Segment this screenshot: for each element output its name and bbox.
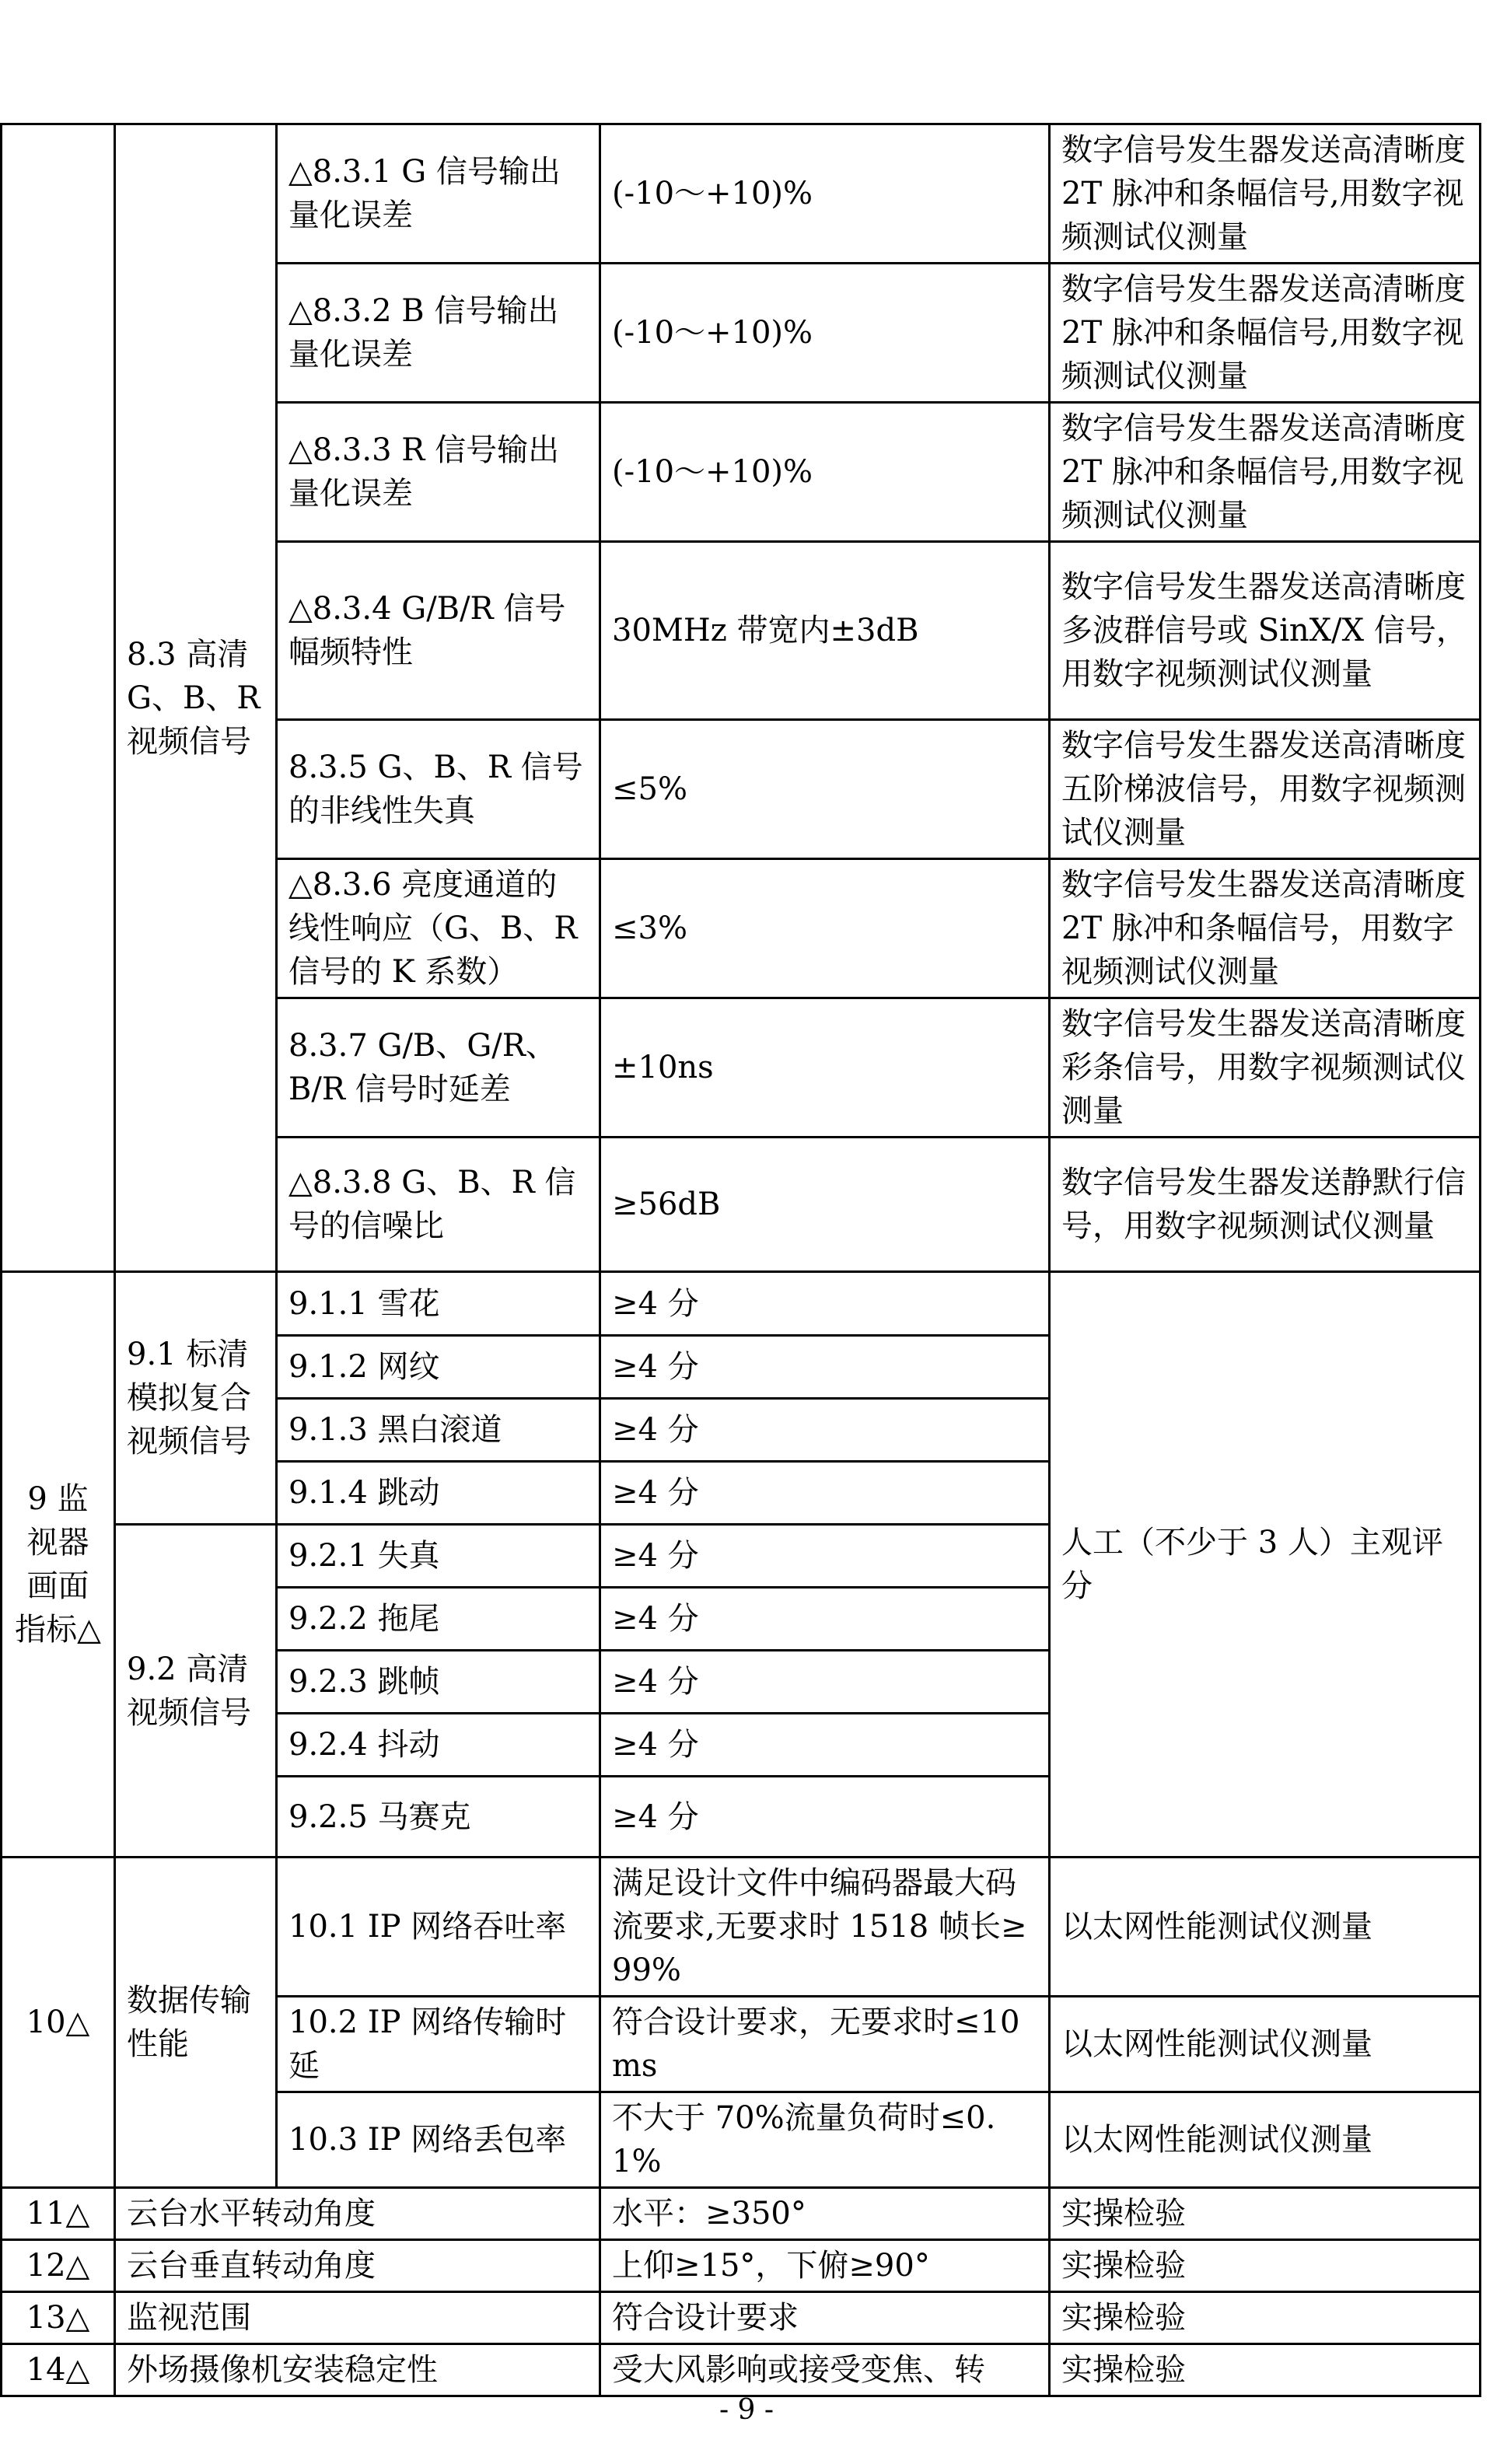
group-cell: 数据传输性能 xyxy=(115,1858,277,2188)
requirement-cell: (-10～+10)% xyxy=(600,403,1050,542)
requirement-cell: (-10～+10)% xyxy=(600,264,1050,403)
requirement-cell: ≥4 分 xyxy=(600,1336,1050,1399)
requirement-cell: ≥4 分 xyxy=(600,1525,1050,1588)
requirement-cell: 符合设计要求 xyxy=(600,2292,1050,2344)
section-no-cell: 10△ xyxy=(2,1858,115,2188)
item-cell: 云台水平转动角度 xyxy=(115,2188,600,2240)
requirement-cell: ≤3% xyxy=(600,859,1050,998)
requirement-cell: ≥4 分 xyxy=(600,1714,1050,1777)
section-no-cell: 14△ xyxy=(2,2344,115,2396)
requirement-cell: ≥4 分 xyxy=(600,1777,1050,1858)
requirement-cell: ≥56dB xyxy=(600,1138,1050,1272)
item-cell: 9.2.5 马赛克 xyxy=(277,1777,600,1858)
method-cell: 数字信号发生器发送高清晰度 2T 脉冲和条幅信号,用数字视频测试仪测量 xyxy=(1050,264,1481,403)
requirement-cell: ≥4 分 xyxy=(600,1588,1050,1651)
table-row xyxy=(2,1272,1481,1336)
method-cell: 数字信号发生器发送高清晰度 2T 脉冲和条幅信号,用数字视频测试仪测量 xyxy=(1050,403,1481,542)
method-cell: 人工（不少于 3 人）主观评分 xyxy=(1050,1272,1481,1858)
item-cell: 10.2 IP 网络传输时延 xyxy=(277,1997,600,2092)
table-row xyxy=(2,1858,1481,1997)
requirement-cell: ±10ns xyxy=(600,998,1050,1138)
item-cell: △8.3.4 G/B/R 信号幅频特性 xyxy=(277,542,600,720)
item-cell: △8.3.2 B 信号输出量化误差 xyxy=(277,264,600,403)
item-cell: 8.3.7 G/B、G/R、B/R 信号时延差 xyxy=(277,998,600,1138)
table-row xyxy=(2,2188,1481,2240)
item-cell: 9.1.2 网纹 xyxy=(277,1336,600,1399)
requirement-cell: 受大风影响或接受变焦、转 xyxy=(600,2344,1050,2396)
table-row xyxy=(2,2344,1481,2396)
item-cell: 外场摄像机安装稳定性 xyxy=(115,2344,600,2396)
requirement-cell: 满足设计文件中编码器最大码流要求,无要求时 1518 帧长≥99% xyxy=(600,1858,1050,1997)
item-cell: 9.2.4 抖动 xyxy=(277,1714,600,1777)
item-cell: △8.3.3 R 信号输出量化误差 xyxy=(277,403,600,542)
table-row xyxy=(2,2240,1481,2292)
requirement-cell: ≥4 分 xyxy=(600,1462,1050,1525)
method-cell: 实操检验 xyxy=(1050,2344,1481,2396)
method-cell: 数字信号发生器发送高清晰度彩条信号，用数字视频测试仪测量 xyxy=(1050,998,1481,1138)
item-cell: △8.3.8 G、B、R 信号的信噪比 xyxy=(277,1138,600,1272)
requirement-cell: 不大于 70%流量负荷时≤0.1% xyxy=(600,2092,1050,2188)
requirement-cell: 水平：≥350° xyxy=(600,2188,1050,2240)
section-no-cell xyxy=(2,124,115,1272)
method-cell: 实操检验 xyxy=(1050,2240,1481,2292)
spec-table xyxy=(0,123,1481,2397)
item-cell: 9.1.1 雪花 xyxy=(277,1272,600,1336)
item-cell: 10.3 IP 网络丢包率 xyxy=(277,2092,600,2188)
method-cell: 数字信号发生器发送高清晰度 2T 脉冲和条幅信号,用数字视频测试仪测量 xyxy=(1050,124,1481,264)
requirement-cell: ≤5% xyxy=(600,720,1050,859)
method-cell: 数字信号发生器发送静默行信号，用数字视频测试仪测量 xyxy=(1050,1138,1481,1272)
section-no-cell: 9 监视器画面指标△ xyxy=(2,1272,115,1858)
method-cell: 数字信号发生器发送高清晰度多波群信号或 SinX/X 信号，用数字视频测试仪测量 xyxy=(1050,542,1481,720)
requirement-cell: (-10～+10)% xyxy=(600,124,1050,264)
item-cell: 9.1.3 黑白滚道 xyxy=(277,1399,600,1462)
section-no-cell: 12△ xyxy=(2,2240,115,2292)
item-cell: 10.1 IP 网络吞吐率 xyxy=(277,1858,600,1997)
method-cell: 以太网性能测试仪测量 xyxy=(1050,1858,1481,1997)
method-cell: 以太网性能测试仪测量 xyxy=(1050,1997,1481,2092)
method-cell: 数字信号发生器发送高清晰度 2T 脉冲和条幅信号，用数字视频测试仪测量 xyxy=(1050,859,1481,998)
method-cell: 实操检验 xyxy=(1050,2188,1481,2240)
item-cell: 云台垂直转动角度 xyxy=(115,2240,600,2292)
item-cell: 9.2.1 失真 xyxy=(277,1525,600,1588)
requirement-cell: ≥4 分 xyxy=(600,1399,1050,1462)
item-cell: 9.2.2 拖尾 xyxy=(277,1588,600,1651)
page-number: - 9 - xyxy=(719,2394,774,2426)
requirement-cell: 上仰≥15°，下俯≥90° xyxy=(600,2240,1050,2292)
method-cell: 数字信号发生器发送高清晰度五阶梯波信号，用数字视频测试仪测量 xyxy=(1050,720,1481,859)
table-row xyxy=(2,124,1481,264)
item-cell: △8.3.6 亮度通道的线性响应（G、B、R 信号的 K 系数） xyxy=(277,859,600,998)
table-row xyxy=(2,2292,1481,2344)
item-cell: △8.3.1 G 信号输出量化误差 xyxy=(277,124,600,264)
item-cell: 监视范围 xyxy=(115,2292,600,2344)
group-cell: 9.2 高清视频信号 xyxy=(115,1525,277,1858)
requirement-cell: ≥4 分 xyxy=(600,1272,1050,1336)
item-cell: 9.2.3 跳帧 xyxy=(277,1651,600,1714)
group-cell: 9.1 标清模拟复合视频信号 xyxy=(115,1272,277,1525)
section-no-cell: 13△ xyxy=(2,2292,115,2344)
requirement-cell: 符合设计要求，无要求时≤10ms xyxy=(600,1997,1050,2092)
requirement-cell: 30MHz 带宽内±3dB xyxy=(600,542,1050,720)
item-cell: 9.1.4 跳动 xyxy=(277,1462,600,1525)
group-cell: 8.3 高清 G、B、R 视频信号 xyxy=(115,124,277,1272)
requirement-cell: ≥4 分 xyxy=(600,1651,1050,1714)
method-cell: 以太网性能测试仪测量 xyxy=(1050,2092,1481,2188)
item-cell: 8.3.5 G、B、R 信号的非线性失真 xyxy=(277,720,600,859)
section-no-cell: 11△ xyxy=(2,2188,115,2240)
method-cell: 实操检验 xyxy=(1050,2292,1481,2344)
